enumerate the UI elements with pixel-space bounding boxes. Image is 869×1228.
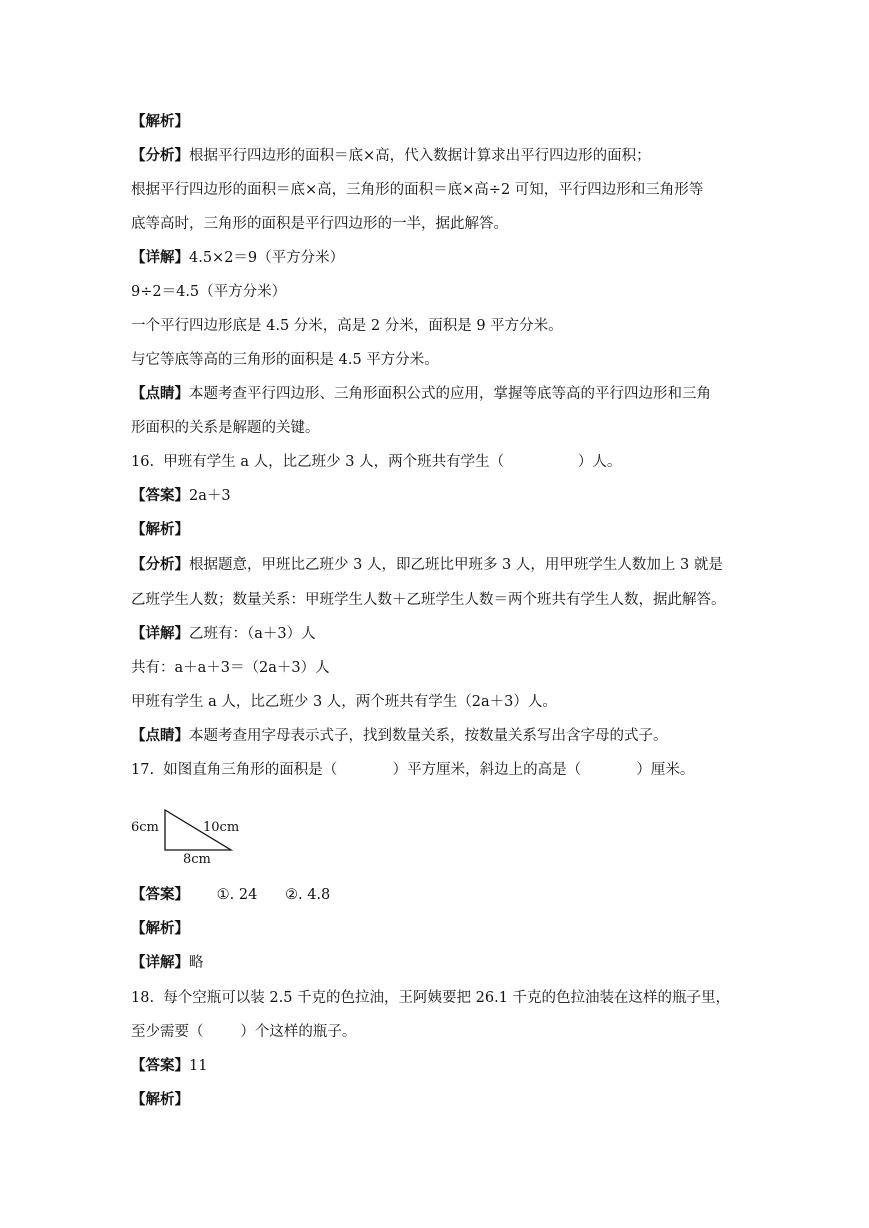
text: 乙班有：（a＋3）人	[189, 626, 316, 642]
tag: 【解析】	[131, 521, 189, 538]
text: 一个平行四边形底是 4.5 分米，高是 2 分米，面积是 9 平方分米。	[131, 318, 563, 334]
line-10	[131, 452, 621, 472]
text: 形面积的关系是解题的关键。	[131, 420, 320, 436]
line-17	[131, 692, 557, 712]
line-25	[131, 1056, 207, 1076]
text: 16. 甲班有学生 a 人，比乙班少 3 人，两个班共有学生（ ）人。	[131, 454, 622, 470]
line-13	[131, 555, 723, 575]
text: 根据平行四边形的面积＝底×高，代入数据计算求出平行四边形的面积；	[189, 148, 651, 164]
tag: 【解析】	[131, 1091, 189, 1108]
line-12	[131, 520, 189, 540]
line-11	[131, 486, 231, 506]
text: 9÷2＝4.5（平方分米）	[131, 284, 287, 300]
text: 本题考查平行四边形、三角形面积公式的应用，掌握等底等高的平行四边形和三角	[189, 386, 711, 402]
text: 2a＋3	[189, 488, 231, 504]
text: 根据平行四边形的面积＝底×高，三角形的面积＝底×高÷2 可知，平行四边形和三角形等	[131, 182, 704, 198]
line-24	[131, 1022, 356, 1042]
text: 略	[189, 955, 204, 971]
tag: 【答案】	[131, 487, 189, 504]
line-7	[131, 350, 439, 370]
text: ①. 24 ②. 4.8	[189, 887, 331, 903]
side-label: 6cm	[131, 820, 159, 835]
line-21	[131, 919, 189, 939]
line-8	[131, 384, 711, 404]
text: 共有：a＋a＋3＝（2a＋3）人	[131, 660, 330, 676]
line-9	[131, 418, 320, 438]
text: 18. 每个空瓶可以装 2.5 千克的色拉油，王阿姨要把 26.1 千克的色拉油装在这样的瓶子里，	[131, 990, 731, 1006]
line-2	[131, 180, 703, 200]
line-1	[131, 146, 651, 166]
text: 乙班学生人数；数量关系：甲班学生人数＋乙班学生人数＝两个班共有学生人数，据此解答。	[131, 592, 726, 608]
right-triangle-figure	[131, 808, 251, 868]
text: 本题考查用字母表示式子，找到数量关系，按数量关系写出含字母的式子。	[189, 728, 668, 744]
tag: 【详解】	[131, 625, 189, 642]
tag: 【解析】	[131, 920, 189, 937]
line-19	[131, 760, 694, 780]
text: 与它等底等高的三角形的面积是 4.5 平方分米。	[131, 352, 439, 368]
tag: 【详解】	[131, 249, 189, 266]
tag: 【解析】	[131, 113, 189, 130]
line-0	[131, 112, 189, 132]
tag: 【详解】	[131, 954, 189, 971]
line-15	[131, 624, 316, 644]
line-18	[131, 726, 668, 746]
tag: 【点睛】	[131, 727, 189, 744]
line-26	[131, 1090, 189, 1110]
line-20	[131, 885, 330, 905]
line-16	[131, 658, 330, 678]
line-4	[131, 248, 344, 268]
text: 底等高时，三角形的面积是平行四边形的一半，据此解答。	[131, 216, 508, 232]
text: 4.5×2＝9（平方分米）	[189, 250, 345, 266]
text: 17. 如图直角三角形的面积是（ ）平方厘米，斜边上的高是（ ）厘米。	[131, 762, 695, 778]
line-5	[131, 282, 286, 302]
tag: 【分析】	[131, 556, 189, 573]
text: 11	[189, 1058, 208, 1074]
tag: 【分析】	[131, 147, 189, 164]
text: 甲班有学生 a 人，比乙班少 3 人，两个班共有学生（2a＋3）人。	[131, 694, 557, 710]
text: 至少需要（ ）个这样的瓶子。	[131, 1024, 357, 1040]
line-23	[131, 988, 730, 1008]
line-22	[131, 953, 204, 973]
line-6	[131, 316, 563, 336]
tag: 【答案】	[131, 1057, 189, 1074]
tag: 【点睛】	[131, 385, 189, 402]
base-label: 8cm	[183, 852, 211, 867]
line-3	[131, 214, 508, 234]
tag: 【答案】	[131, 886, 189, 903]
text: 根据题意，甲班比乙班少 3 人，即乙班比甲班多 3 人，用甲班学生人数加上 3 就是	[189, 557, 723, 573]
hypotenuse-label: 10cm	[203, 820, 240, 835]
line-14	[131, 590, 726, 610]
